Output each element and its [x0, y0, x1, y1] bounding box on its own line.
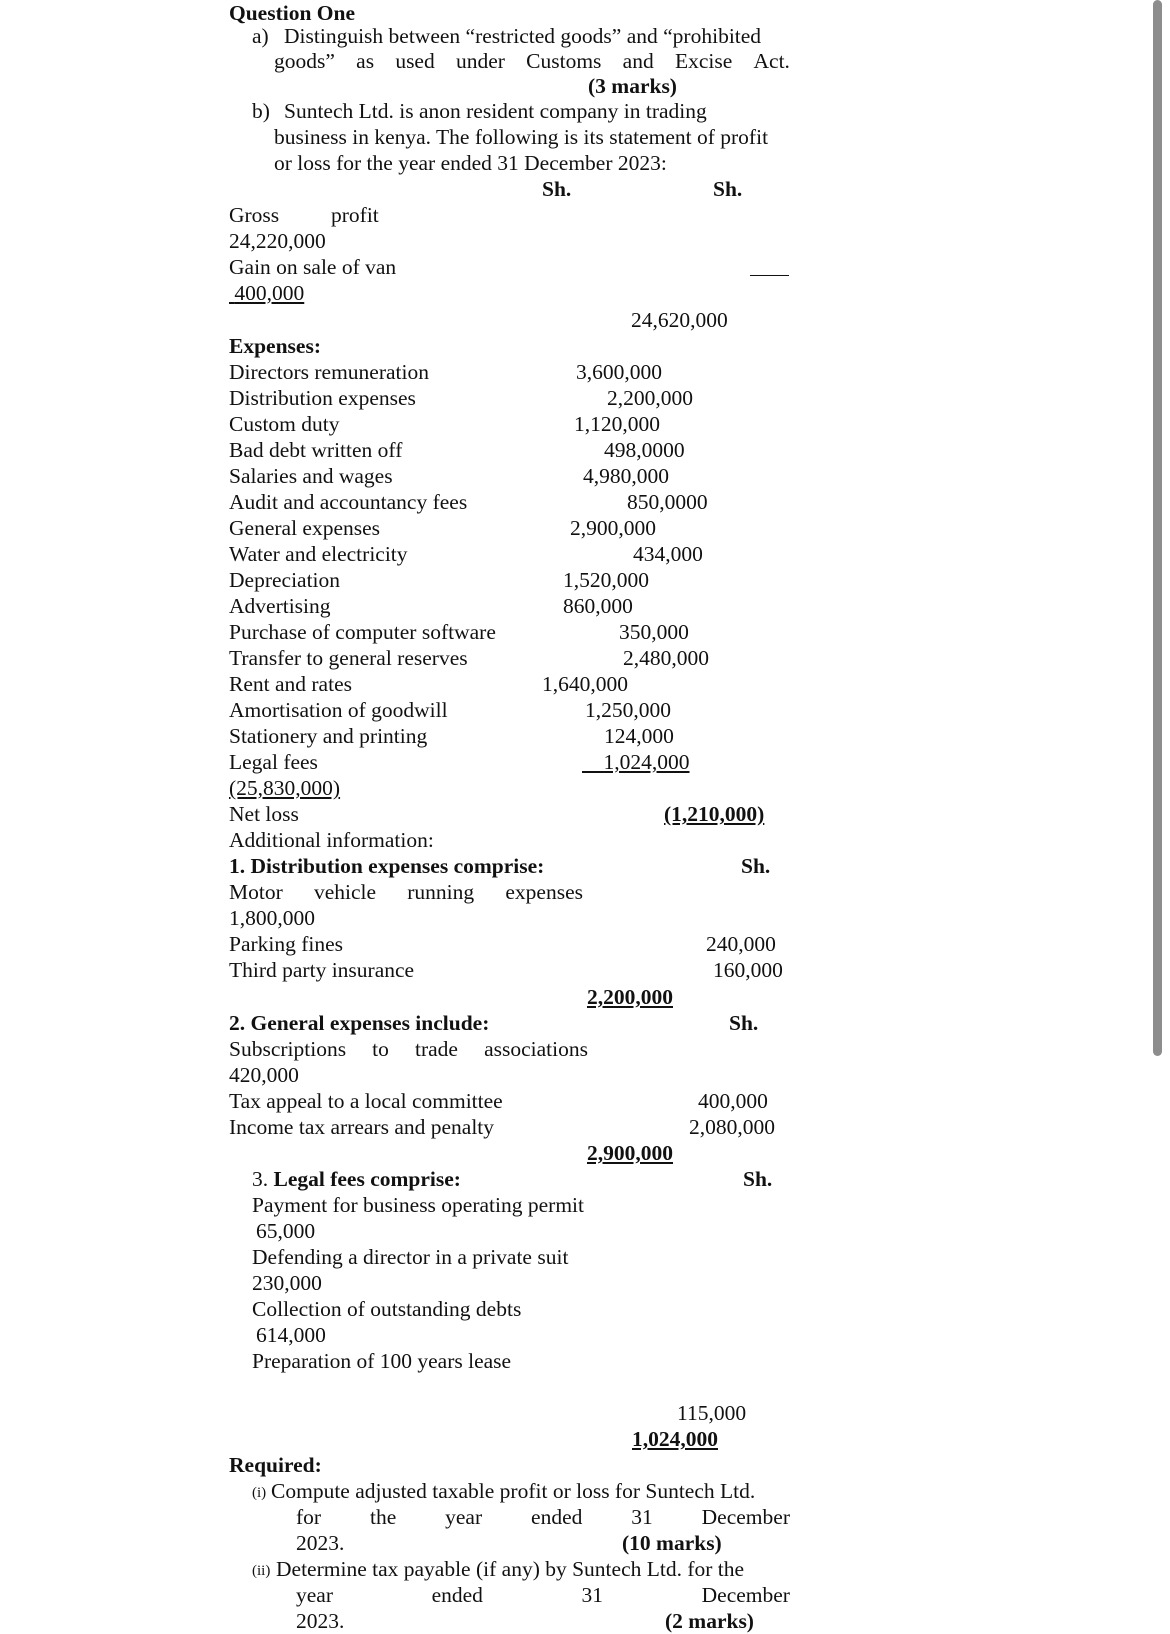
required-i-marks: (10 marks)	[622, 1531, 722, 1555]
expense-value: 1,640,000	[542, 672, 628, 696]
required-ii-number: (ii)	[252, 1563, 271, 1579]
note3-total: 1,024,000	[632, 1427, 718, 1451]
word: associations	[484, 1037, 588, 1061]
part-a-line2	[274, 48, 790, 74]
word: as	[356, 49, 375, 73]
expense-label: Distribution expenses	[229, 386, 416, 410]
required-ii-line3: 2023.	[296, 1609, 345, 1633]
expense-value	[582, 749, 690, 775]
word: ended	[431, 1583, 483, 1607]
word: December	[701, 1583, 790, 1607]
additional-information: Additional information:	[229, 828, 434, 852]
note2-item-label: Income tax arrears and penalty	[229, 1115, 495, 1139]
part-b-line1: Suntech Ltd. is anon resident company in trading	[284, 99, 707, 123]
word: under	[455, 49, 505, 73]
expense-value: 2,200,000	[607, 386, 693, 410]
note3-item-label: Defending a director in a private suit	[252, 1245, 569, 1269]
note1-motor-value: 1,800,000	[229, 906, 315, 930]
note2-heading: 2. General expenses include:	[229, 1011, 490, 1035]
word: ended	[531, 1505, 583, 1529]
part-b-line3: or loss for the year ended 31 December 2023:	[274, 151, 667, 175]
note3-heading	[252, 1166, 461, 1192]
legal-fees-value: 1,024,000	[603, 750, 690, 774]
note2-item-value: 2,080,000	[689, 1115, 775, 1139]
expense-value: 4,980,000	[583, 464, 669, 488]
word: Excise	[674, 49, 733, 73]
note1-sh: Sh.	[741, 854, 771, 878]
required-i-line1: Compute adjusted taxable profit or loss for Suntech Ltd.	[271, 1479, 756, 1503]
gain-value-text: 400,000	[234, 281, 305, 305]
part-a-label: a)	[252, 24, 269, 48]
note1-item-value: 160,000	[713, 958, 783, 982]
expense-label: Purchase of computer software	[229, 620, 496, 644]
note1-heading: 1. Distribution expenses comprise:	[229, 854, 545, 878]
gross-profit-value: 24,220,000	[229, 229, 326, 253]
word: to	[372, 1037, 389, 1061]
expense-label: Amortisation of goodwill	[229, 698, 448, 722]
word: December	[701, 1505, 790, 1529]
note3-item-value: 614,000	[256, 1323, 326, 1347]
expenses-total: (25,830,000)	[229, 776, 341, 800]
column-header-sh-1: Sh.	[542, 177, 572, 201]
expense-label: Stationery and printing	[229, 724, 428, 748]
expense-value: 860,000	[563, 594, 633, 618]
expenses-heading: Expenses:	[229, 334, 321, 358]
note1-item-value: 240,000	[706, 932, 776, 956]
net-loss-label: Net loss	[229, 802, 299, 826]
expense-label: Water and electricity	[229, 542, 408, 566]
expense-value: 2,480,000	[623, 646, 709, 670]
note2-subs-value: 420,000	[229, 1063, 299, 1087]
note3-lease-label: Preparation of 100 years lease	[252, 1349, 512, 1373]
expense-label: Legal fees	[229, 750, 318, 774]
expense-label: Transfer to general reserves	[229, 646, 468, 670]
expense-label: Directors remuneration	[229, 360, 429, 384]
word: year	[445, 1505, 483, 1529]
word: for	[296, 1505, 322, 1529]
expense-value: 1,120,000	[574, 412, 660, 436]
expense-label: Depreciation	[229, 568, 341, 592]
note1-item-label: Third party insurance	[229, 958, 415, 982]
gross-profit-word-2: profit	[331, 203, 379, 227]
word: 31	[631, 1505, 653, 1529]
expense-value: 350,000	[619, 620, 689, 644]
expense-label: Bad debt written off	[229, 438, 403, 462]
vertical-scrollbar[interactable]	[1153, 0, 1162, 1056]
word: the	[369, 1505, 397, 1529]
required-i-line2	[296, 1504, 790, 1530]
word: running	[407, 880, 475, 904]
expense-value: 124,000	[604, 724, 674, 748]
word: Customs	[526, 49, 602, 73]
required-i-number: (i)	[252, 1485, 267, 1501]
note3-item-label: Collection of outstanding debts	[252, 1297, 522, 1321]
required-heading: Required:	[229, 1453, 322, 1477]
required-i-line3: 2023.	[296, 1531, 345, 1555]
gain-on-sale-label: Gain on sale of van	[229, 255, 397, 279]
word: trade	[415, 1037, 458, 1061]
expense-value: 1,520,000	[563, 568, 649, 592]
note3-sh: Sh.	[743, 1167, 773, 1191]
expense-value: 1,250,000	[585, 698, 671, 722]
word: Act.	[753, 49, 790, 73]
note1-item-label: Parking fines	[229, 932, 344, 956]
required-ii-line1: Determine tax payable (if any) by Suntech Ltd. for the	[276, 1557, 745, 1581]
column-header-sh-2: Sh.	[713, 177, 743, 201]
note2-item-value: 400,000	[698, 1089, 768, 1113]
word: goods”	[274, 49, 335, 73]
income-total: 24,620,000	[631, 308, 728, 332]
note2-total: 2,900,000	[587, 1141, 673, 1165]
note1-motor-label	[229, 879, 583, 905]
required-ii-marks: (2 marks)	[665, 1609, 754, 1633]
question-title: Question One	[229, 1, 356, 25]
expense-value: 2,900,000	[570, 516, 656, 540]
underline-rule	[750, 275, 789, 276]
note3-item-value: 65,000	[256, 1219, 316, 1243]
note3-heading-text: Legal fees comprise:	[273, 1167, 461, 1191]
note3-item-value: 230,000	[252, 1271, 322, 1295]
expense-label: Salaries and wages	[229, 464, 393, 488]
word: vehicle	[313, 880, 377, 904]
word: Subscriptions	[229, 1037, 347, 1061]
net-loss-value: (1,210,000)	[664, 802, 765, 826]
expense-label: Rent and rates	[229, 672, 352, 696]
expense-value: 434,000	[633, 542, 703, 566]
part-a-line1: Distinguish between “restricted goods” and “prohibited	[284, 24, 762, 48]
required-ii-line2	[296, 1582, 790, 1608]
note3-item-label: Payment for business operating permit	[252, 1193, 584, 1217]
gross-profit-word-1: Gross	[229, 203, 280, 227]
expense-value: 850,0000	[627, 490, 708, 514]
note3-lease-value: 115,000	[677, 1401, 747, 1425]
expense-label: Advertising	[229, 594, 331, 618]
note1-total: 2,200,000	[587, 985, 673, 1009]
expense-label: Audit and accountancy fees	[229, 490, 468, 514]
word: and	[622, 49, 654, 73]
word: 31	[581, 1583, 604, 1607]
gain-on-sale-value	[229, 280, 304, 306]
expense-value: 498,0000	[604, 438, 685, 462]
note3-number: 3.	[252, 1167, 269, 1191]
note2-subs-label	[229, 1036, 588, 1062]
word: Motor	[229, 880, 283, 904]
word: expenses	[505, 880, 583, 904]
word: year	[296, 1583, 333, 1607]
word: used	[395, 49, 435, 73]
part-b-line2: business in kenya. The following is its statement of profit	[274, 125, 769, 149]
part-b-label: b)	[252, 99, 270, 123]
note2-item-label: Tax appeal to a local committee	[229, 1089, 503, 1113]
expense-value: 3,600,000	[576, 360, 662, 384]
part-a-marks: (3 marks)	[588, 74, 677, 98]
expense-label: Custom duty	[229, 412, 340, 436]
note2-sh: Sh.	[729, 1011, 759, 1035]
expense-label: General expenses	[229, 516, 381, 540]
